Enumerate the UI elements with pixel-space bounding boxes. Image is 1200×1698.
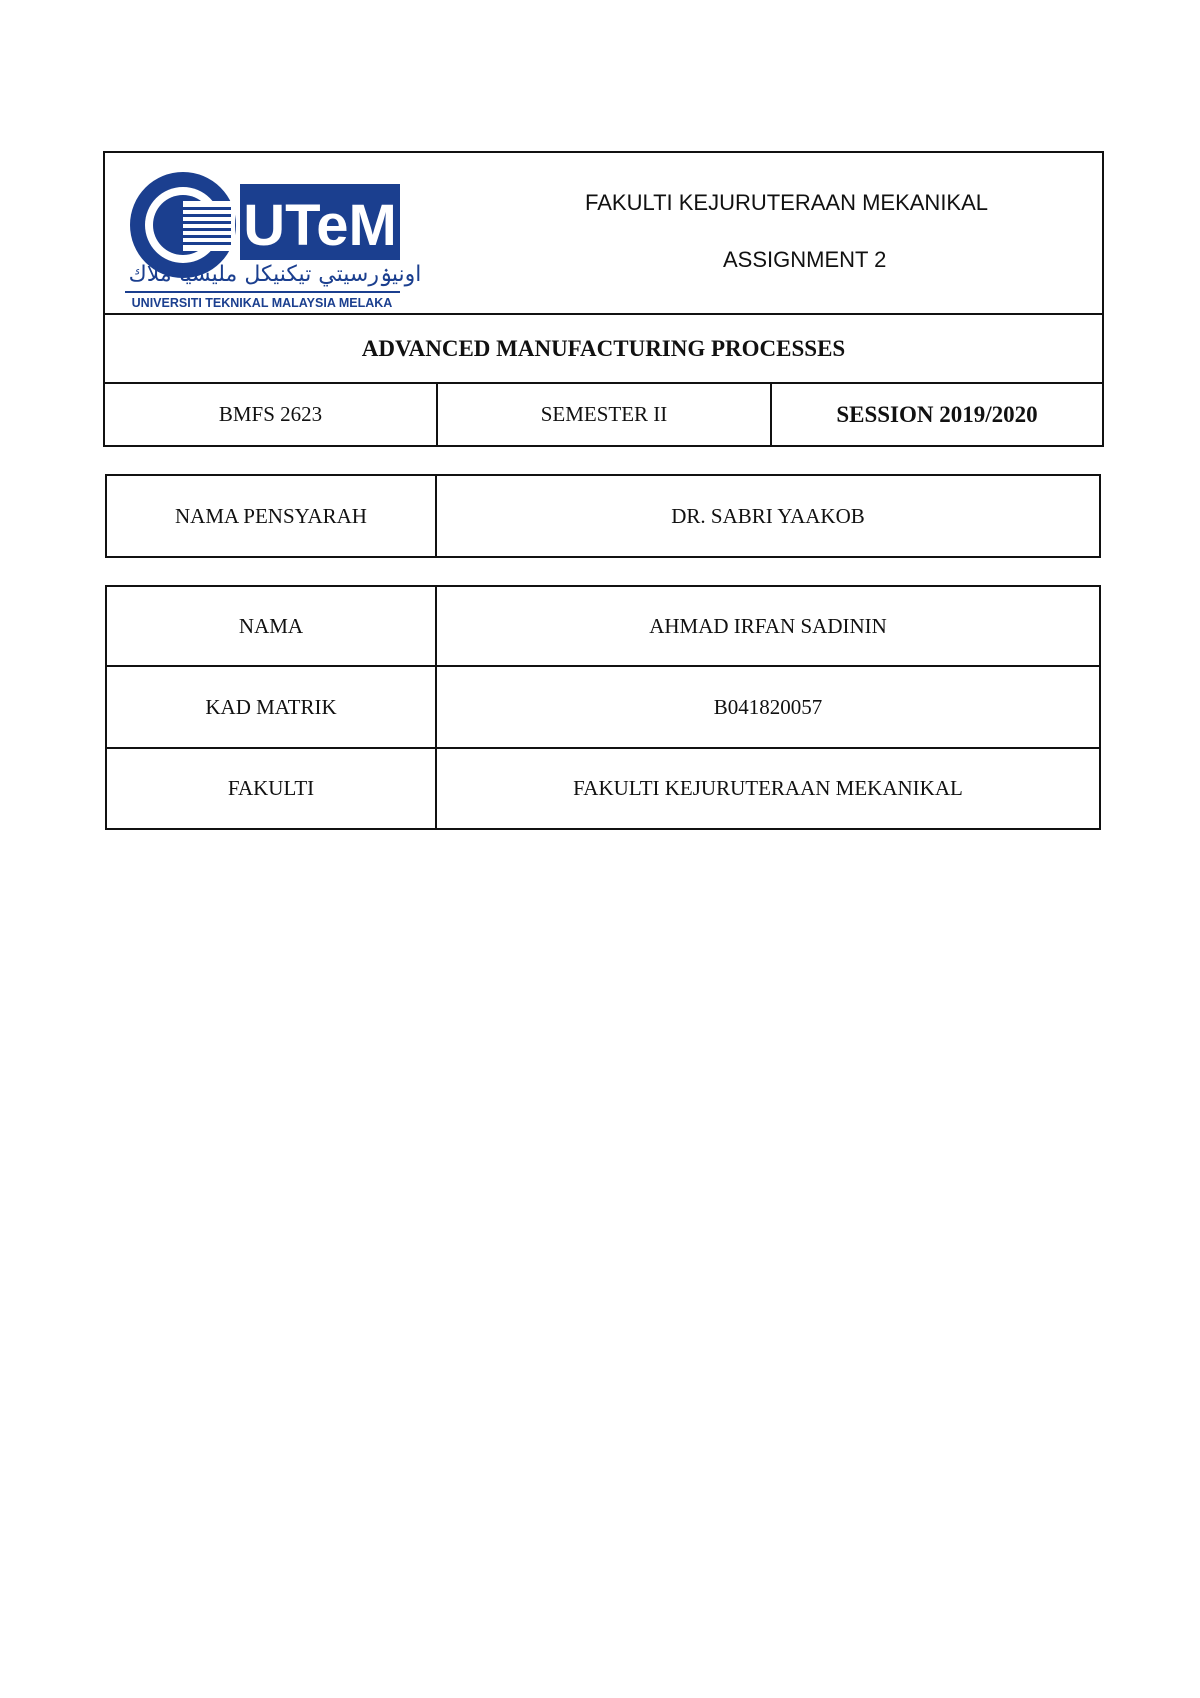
student-name-label: NAMA xyxy=(107,587,437,665)
table-row xyxy=(107,667,1099,749)
faculty-heading: FAKULTI KEJURUTERAAN MEKANIKAL xyxy=(585,190,989,215)
svg-text:UTeM: UTeM xyxy=(243,193,397,258)
matric-label: KAD MATRIK xyxy=(107,667,437,747)
header-top-row xyxy=(105,153,1102,315)
assignment-heading: ASSIGNMENT 2 xyxy=(723,247,887,272)
lecturer-value: DR. SABRI YAAKOB xyxy=(671,503,865,528)
lecturer-label: NAMA PENSYARAH xyxy=(107,476,437,556)
semester: SEMESTER II xyxy=(438,384,772,445)
lecturer-table xyxy=(105,474,1101,558)
student-info-table xyxy=(105,585,1101,830)
svg-text:UNIVERSITI TEKNIKAL MALAYSIA M: UNIVERSITI TEKNIKAL MALAYSIA MELAKA xyxy=(131,296,393,310)
svg-text:اونيۏرسيتي تيكنيكل مليسيا ملاك: اونيۏرسيتي تيكنيكل مليسيا ملاك xyxy=(128,262,422,287)
faculty-label: FAKULTI xyxy=(107,749,437,828)
matric-value: B041820057 xyxy=(713,694,823,719)
session: SESSION 2019/2020 xyxy=(836,401,1038,427)
course-code: BMFS 2623 xyxy=(105,384,438,445)
cover-header-table xyxy=(103,151,1104,447)
student-name-value: AHMAD IRFAN SADININ xyxy=(649,613,887,638)
faculty-value: FAKULTI KEJURUTERAAN MEKANIKAL xyxy=(573,776,963,800)
course-title: ADVANCED MANUFACTURING PROCESSES xyxy=(105,315,1102,384)
course-info-row xyxy=(105,384,1102,445)
table-row xyxy=(107,749,1099,828)
utem-logo xyxy=(125,163,515,311)
table-row xyxy=(107,587,1099,667)
